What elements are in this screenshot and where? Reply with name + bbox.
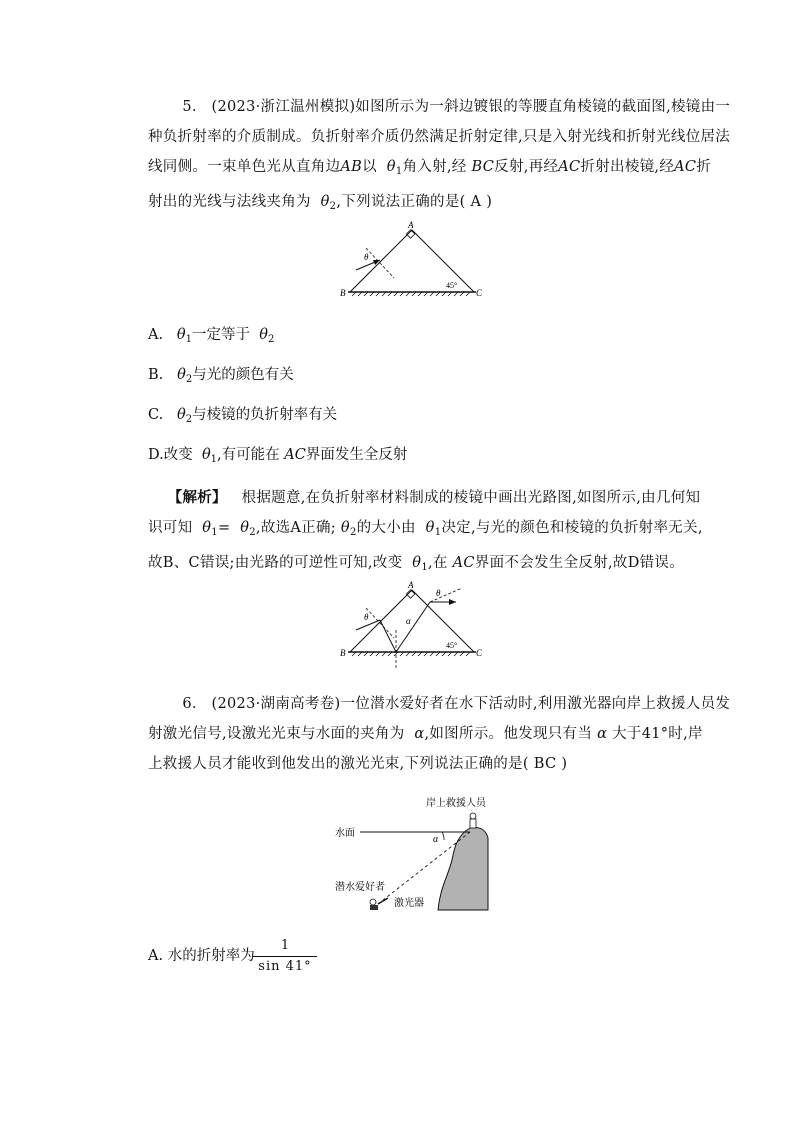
q5-text-l3d: 反射,再经 xyxy=(494,159,559,175)
q6-source: (2023·湖南高考卷) xyxy=(211,696,341,712)
analysis-t1: θ xyxy=(202,520,212,536)
fig1-label-a: A xyxy=(408,220,414,230)
q6-text-l1: 一位潜水爱好者在水下活动时,利用激光器向岸上救援人员发 xyxy=(340,696,731,712)
q5-ab: AB xyxy=(340,159,363,175)
analysis-text-l1: 根据题意,在负折射率材料制成的棱镜中画出光路图,如图所示,由几何知 xyxy=(241,490,701,506)
q6-number: 6. xyxy=(182,696,197,712)
analysis-text-l2d: 决定,与光的颜色和棱镜的负折射率无关, xyxy=(441,520,703,536)
q6-alpha2: α xyxy=(597,726,608,742)
q5-option-c[interactable] xyxy=(148,405,337,430)
prism-figure-2 xyxy=(330,580,490,672)
q5-text-l3b: 以 xyxy=(362,159,377,175)
fig3-water-label: 水面 xyxy=(335,828,355,839)
q5-text-l3e: 折射出棱镜,经 xyxy=(580,159,675,175)
analysis-ac: AC xyxy=(452,555,475,571)
q6-text-l2a: 射激光信号,设激光光束与水面的夹角为 xyxy=(148,726,405,742)
alpha-arc xyxy=(442,832,444,840)
q6-opt-a-text: 水的折射率为 xyxy=(167,948,255,964)
q5-text-l3a: 线同侧。一束单色光从直角边 xyxy=(148,159,341,175)
opt-c-theta: θ xyxy=(177,407,186,423)
q5-option-d[interactable] xyxy=(148,445,407,470)
opt-a-theta-a: θ xyxy=(176,327,186,343)
q5-option-a[interactable] xyxy=(148,325,274,350)
q6-text-l2c: 大于41°时,岸 xyxy=(612,726,703,742)
analysis-t4: θ xyxy=(425,520,435,536)
q6-alpha: α xyxy=(414,726,425,742)
fig2-theta1: θ xyxy=(364,612,369,622)
analysis-text-l2b: ,故选A正确; xyxy=(255,520,336,536)
opt-c-label: C. xyxy=(148,407,164,423)
analysis-t5: θ xyxy=(412,555,422,571)
opt-a-sub-b: 2 xyxy=(267,334,275,345)
laser-device xyxy=(378,898,388,904)
opt-d-text-b: ,有可能在 xyxy=(217,447,280,463)
analysis-line-2 xyxy=(148,513,703,548)
analysis-s3: 2 xyxy=(349,527,357,538)
q5-number: 5. xyxy=(182,99,197,115)
q5-bc: BC xyxy=(471,159,495,175)
fig1-label-c: C xyxy=(476,288,483,298)
fig2-alpha: α xyxy=(406,616,411,626)
q5-answer: A xyxy=(470,194,482,210)
exit-normal xyxy=(430,588,462,602)
opt-d-label: D. xyxy=(148,447,164,463)
fraction-bar xyxy=(253,956,317,957)
q6-answer: BC xyxy=(533,756,557,772)
q5-sub2: 2 xyxy=(329,201,337,212)
opt-d-ac: AC xyxy=(284,447,306,463)
q6-text-l3b: ) xyxy=(561,756,568,772)
analysis-text-l3a: 故B、C错误;由光路的可逆性可知,改变 xyxy=(148,555,403,571)
analysis-text-l3c: 界面不会发生全反射,故D错误。 xyxy=(474,555,685,571)
rescuer-head xyxy=(470,813,476,819)
opt-c-sub: 2 xyxy=(185,414,193,425)
q5-sub1: 1 xyxy=(395,166,403,177)
opt-a-sub-a: 1 xyxy=(185,334,193,345)
q5-line-3 xyxy=(148,152,712,187)
q5-text-l3c: 角入射,经 xyxy=(402,159,467,175)
analysis-line-1 xyxy=(148,483,701,513)
analysis-tag: 【解析】 xyxy=(167,489,227,506)
fig2-label-b: B xyxy=(340,648,346,658)
opt-d-sub: 1 xyxy=(210,454,218,465)
analysis-eq: = xyxy=(217,520,231,536)
q5-theta2: θ xyxy=(320,194,330,210)
opt-a-theta-b: θ xyxy=(259,327,268,343)
analysis-s2: 2 xyxy=(249,527,256,538)
q6-opt-a-fraction xyxy=(253,938,317,974)
fig2-label-c: C xyxy=(476,648,483,658)
q6-line-2 xyxy=(148,719,703,749)
fig3-laser-label: 激光器 xyxy=(394,898,424,909)
diver-head xyxy=(370,899,376,905)
opt-b-text: 与光的颜色有关 xyxy=(192,367,294,383)
q5-option-b[interactable] xyxy=(148,365,294,390)
fig2-theta2: θ xyxy=(436,588,441,598)
opt-a-label: A. xyxy=(148,327,164,343)
opt-d-text-c: 界面发生全反射 xyxy=(305,447,408,463)
fig1-label-b: B xyxy=(340,288,346,298)
diver-body xyxy=(370,905,378,910)
opt-b-theta: θ xyxy=(177,367,186,383)
shore-cliff xyxy=(438,827,488,910)
q5-ac: AC xyxy=(558,159,581,175)
opt-b-sub: 2 xyxy=(185,374,193,385)
analysis-line-3 xyxy=(148,548,685,583)
q6-option-a[interactable] xyxy=(148,946,255,966)
q6-text-l3a: 上救援人员才能收到他发出的激光光束,下列说法正确的是( xyxy=(148,756,529,772)
fig3-rescuer-label: 岸上救援人员 xyxy=(426,798,486,809)
fig3-diver-label: 潜水爱好者 xyxy=(335,882,385,893)
analysis-t2: θ xyxy=(240,520,250,536)
analysis-s4: 1 xyxy=(434,527,442,538)
q5-text-l4b: ,下列说法正确的是( xyxy=(336,194,466,210)
analysis-text-l2a: 识可知 xyxy=(148,520,193,536)
q5-line-1 xyxy=(148,92,731,122)
q5-text-l4a: 射出的光线与法线夹角为 xyxy=(148,194,311,210)
q5-text-l4c: ) xyxy=(486,194,493,210)
analysis-t3: θ xyxy=(340,520,350,536)
exit-arrow xyxy=(449,599,456,605)
q6-line-3 xyxy=(148,749,658,779)
fig2-label-a: A xyxy=(408,580,414,590)
opt-d-theta: θ xyxy=(201,447,211,463)
q5-text-l2: 种负折射率的介质制成。负折射率介质仍然满足折射定律,只是入射光线和折射光线位居法 xyxy=(148,129,731,145)
fraction-numerator: 1 xyxy=(280,938,290,953)
fig1-theta: θ xyxy=(364,252,369,262)
rescuer-body xyxy=(470,819,476,828)
q5-line-4 xyxy=(148,187,658,222)
q5-source: (2023·浙江温州模拟) xyxy=(211,99,356,115)
analysis-s5: 1 xyxy=(421,562,428,573)
fig2-angle-45: 45° xyxy=(446,641,458,650)
analysis-text-l3b: ,在 xyxy=(427,555,448,571)
fig3-alpha: α xyxy=(433,834,439,845)
opt-d-text-a: 改变 xyxy=(163,447,193,463)
prism-figure-1 xyxy=(330,220,490,302)
q6-opt-a-label: A. xyxy=(148,948,164,964)
fig1-angle-45: 45° xyxy=(446,281,458,290)
analysis-text-l2c: 的大小由 xyxy=(356,520,416,536)
analysis-s1: 1 xyxy=(211,527,218,538)
analysis xyxy=(148,483,703,583)
refracted-ray xyxy=(380,620,396,652)
q5-line-2 xyxy=(148,122,731,152)
opt-a-text: 一定等于 xyxy=(192,327,251,343)
q5-theta1: θ xyxy=(386,159,396,175)
q5-text-l3f: 折 xyxy=(696,159,712,175)
reflected-ray xyxy=(396,602,430,652)
q5-ac2: AC xyxy=(674,159,697,175)
diver-figure xyxy=(330,792,500,917)
q5-text-l1: 如图所示为一斜边镀银的等腰直角棱镜的截面图,棱镜由一 xyxy=(355,99,731,115)
fraction-denominator: sin 41° xyxy=(258,959,312,974)
question-5 xyxy=(148,92,731,222)
question-6 xyxy=(148,689,731,779)
q6-line-1 xyxy=(148,689,731,719)
opt-c-text: 与棱镜的负折射率有关 xyxy=(192,407,338,423)
opt-b-label: B. xyxy=(148,367,164,383)
q6-text-l2b: ,如图所示。他发现只有当 xyxy=(424,726,593,742)
